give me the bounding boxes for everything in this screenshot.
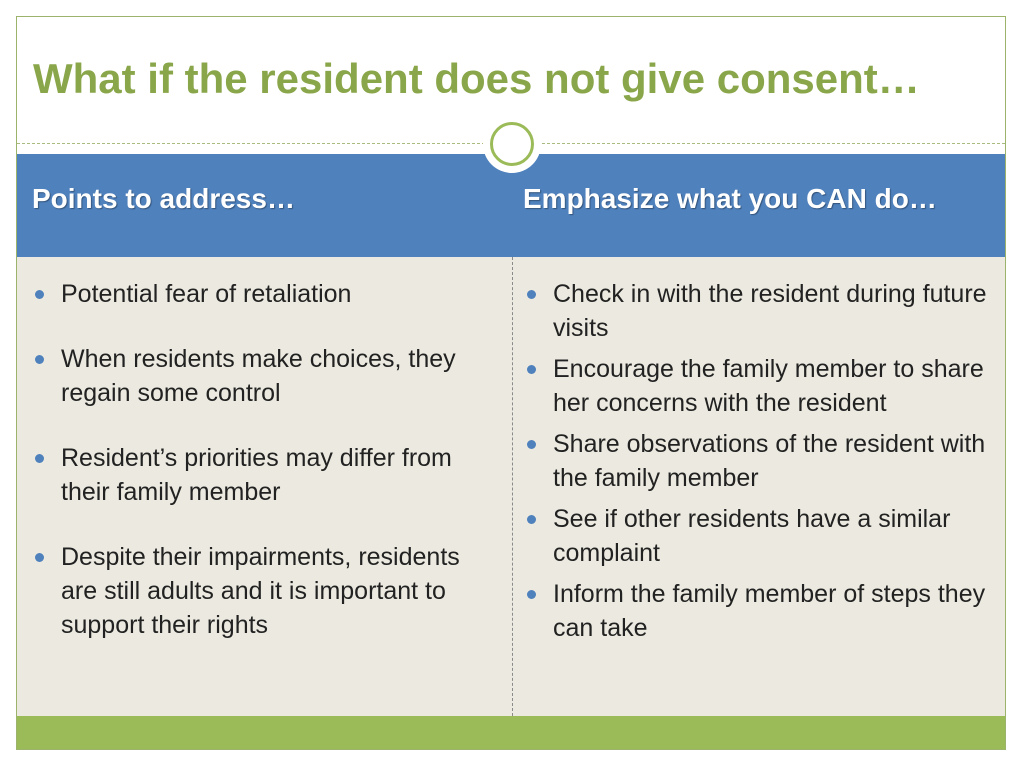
bullet-text: Encourage the family member to share her concerns with the resident bbox=[553, 355, 984, 417]
list-item bbox=[553, 502, 998, 570]
column-divider bbox=[512, 257, 513, 716]
left-bullet-list bbox=[61, 277, 481, 673]
bullet-dot-icon bbox=[527, 440, 536, 449]
bullet-dot-icon bbox=[35, 290, 44, 299]
bullet-dot-icon bbox=[527, 290, 536, 299]
bullet-text: When residents make choices, they regain some control bbox=[61, 345, 456, 407]
bullet-text: Potential fear of retaliation bbox=[61, 280, 352, 308]
list-item bbox=[553, 577, 998, 645]
bullet-text: Despite their impairments, residents are still adults and it is important to support their rights bbox=[61, 543, 460, 639]
bullet-dot-icon bbox=[527, 590, 536, 599]
bullet-dot-icon bbox=[35, 553, 44, 562]
ring-ornament-inner bbox=[490, 122, 534, 166]
ring-ornament-icon bbox=[483, 115, 541, 173]
bullet-dot-icon bbox=[35, 454, 44, 463]
list-item bbox=[553, 277, 998, 345]
slide bbox=[16, 16, 1006, 750]
list-item bbox=[61, 540, 481, 642]
bullet-dot-icon bbox=[527, 365, 536, 374]
bullet-text: See if other residents have a similar complaint bbox=[553, 505, 951, 567]
list-item bbox=[61, 441, 481, 509]
content-area bbox=[17, 257, 1005, 716]
list-item bbox=[553, 427, 998, 495]
left-column-heading: Points to address… bbox=[32, 183, 295, 214]
list-item bbox=[61, 342, 481, 410]
list-item bbox=[61, 277, 481, 311]
list-item bbox=[553, 352, 998, 420]
bullet-text: Share observations of the resident with the family member bbox=[553, 430, 986, 492]
bullet-text: Check in with the resident during future visits bbox=[553, 280, 987, 342]
bullet-text: Inform the family member of steps they can take bbox=[553, 580, 986, 642]
right-column-heading: Emphasize what you CAN do… bbox=[523, 183, 937, 214]
slide-title: What if the resident does not give consent… bbox=[33, 55, 920, 102]
bullet-dot-icon bbox=[527, 515, 536, 524]
bullet-dot-icon bbox=[35, 355, 44, 364]
right-bullet-list bbox=[553, 277, 998, 652]
bullet-text: Resident’s priorities may differ from their family member bbox=[61, 444, 452, 506]
footer-band bbox=[17, 716, 1005, 750]
